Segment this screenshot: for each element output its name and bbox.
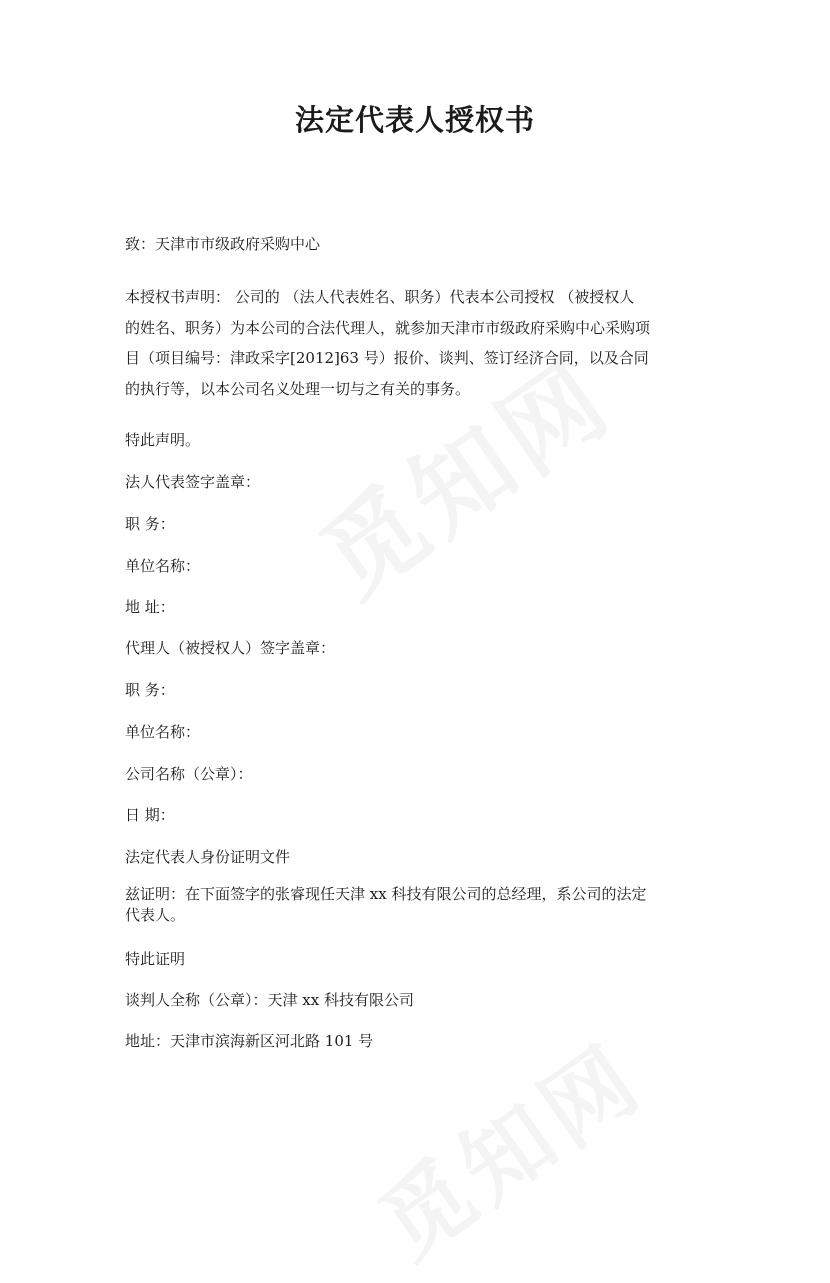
id-doc-title: 法定代表人身份证明文件 bbox=[125, 848, 291, 866]
proof-line: 代表人。 bbox=[125, 906, 186, 924]
proof-line: 兹证明：在下面签字的张睿现任天津 xx 科技有限公司的总经理，系公司的法定 bbox=[125, 885, 647, 903]
agent-unit-label: 单位名称： bbox=[125, 723, 201, 741]
special-proof: 特此证明 bbox=[125, 950, 186, 968]
authorization-statement bbox=[125, 282, 710, 404]
legal-rep-position-label: 职 务： bbox=[125, 515, 175, 533]
negotiator-name: 谈判人全称（公章）：天津 xx 科技有限公司 bbox=[125, 991, 414, 1009]
addressee: 致：天津市市级政府采购中心 bbox=[125, 235, 321, 253]
legal-rep-address-label: 地 址： bbox=[125, 598, 175, 616]
statement-line: 的姓名、职务）为本公司的合法代理人，就参加天津市市级政府采购中心采购项 bbox=[125, 318, 651, 337]
agent-position-label: 职 务： bbox=[125, 681, 175, 699]
statement-line: 目（项目编号：津政采字[2012]63 号）报价、谈判、签订经济合同，以及合同 bbox=[125, 349, 649, 367]
statement-line: 本授权书声明： 公司的 （法人代表姓名、职务）代表本公司授权 （被授权人 bbox=[125, 288, 635, 306]
date-label: 日 期： bbox=[125, 806, 175, 824]
special-statement: 特此声明。 bbox=[125, 431, 201, 449]
statement-line: 的执行等，以本公司名义处理一切与之有关的事务。 bbox=[125, 379, 471, 398]
legal-rep-signature-label: 法人代表签字盖章： bbox=[125, 473, 261, 491]
address: 地址：天津市滨海新区河北路 101 号 bbox=[125, 1032, 374, 1050]
company-name-label: 公司名称（公章）： bbox=[125, 765, 253, 783]
document-title: 法定代表人授权书 bbox=[294, 103, 535, 137]
legal-rep-unit-label: 单位名称： bbox=[125, 557, 201, 575]
proof-paragraph bbox=[125, 884, 710, 926]
agent-signature-label: 代理人（被授权人）签字盖章： bbox=[125, 639, 336, 657]
